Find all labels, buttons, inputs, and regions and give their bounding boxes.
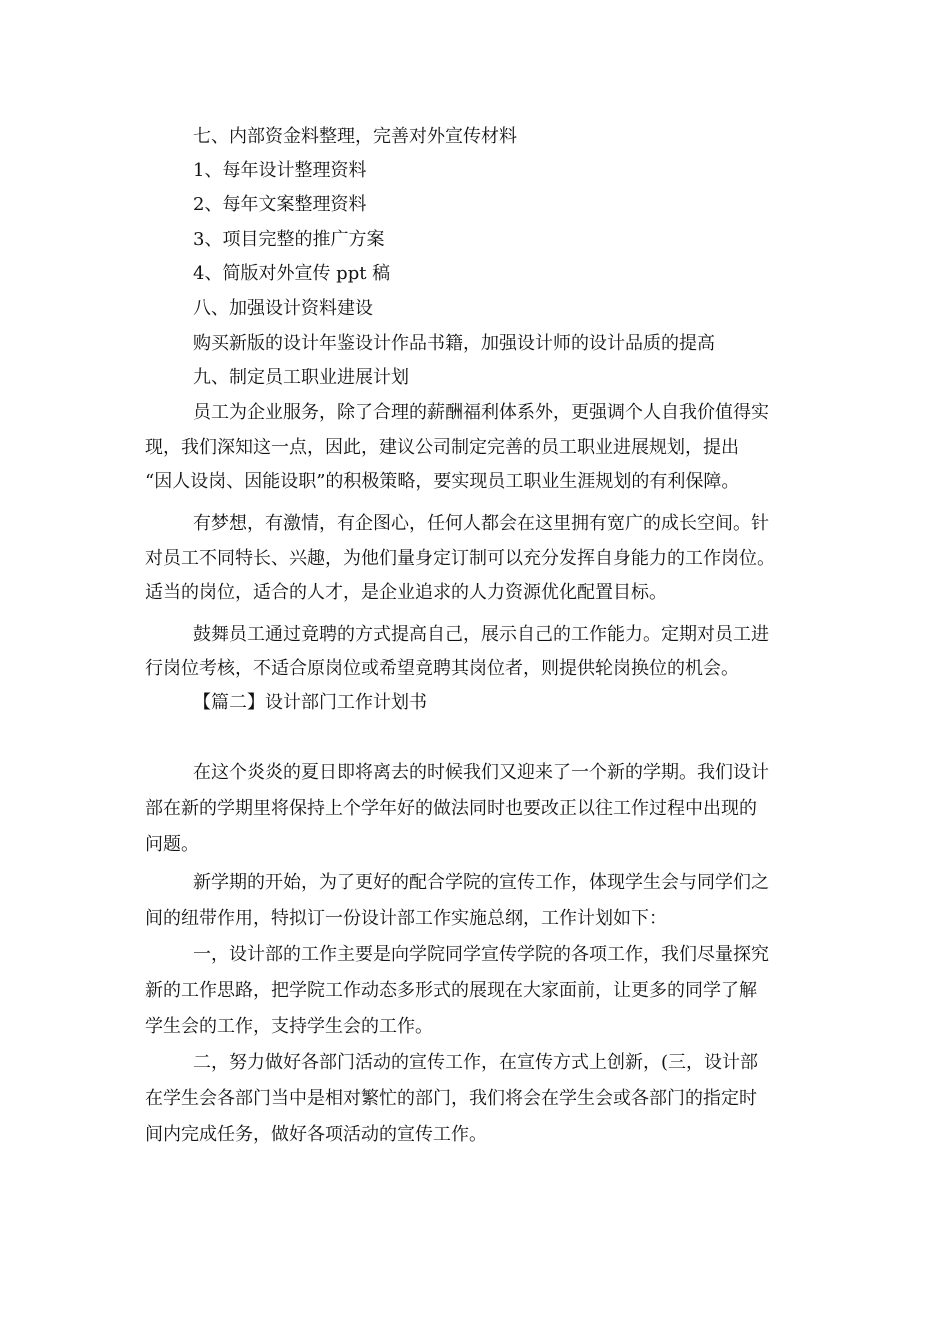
- paragraph-line: 新学期的开始，为了更好的配合学院的宣传工作，体现学生会与同学们之: [193, 872, 769, 893]
- paragraph-line: 间内完成任务，做好各项活动的宣传工作。: [145, 1124, 487, 1145]
- list-item-3: 3、项目完整的推广方案: [193, 229, 385, 250]
- paragraph-line: 员工为企业服务，除了合理的薪酬福利体系外，更强调个人自我价值得实: [193, 402, 769, 423]
- list-item-2: 2、每年文案整理资料: [193, 194, 367, 215]
- paragraph-line: 适当的岗位，适合的人才，是企业追求的人力资源优化配置目标。: [145, 582, 667, 603]
- paragraph-line: 问题。: [145, 834, 199, 855]
- paragraph-line: 现，我们深知这一点，因此，建议公司制定完善的员工职业进展规划，提出: [145, 437, 739, 458]
- paragraph-line: 有梦想，有激情，有企图心，任何人都会在这里拥有宽广的成长空间。针: [193, 513, 769, 534]
- paragraph-line: 在学生会各部门当中是相对繁忙的部门，我们将会在学生会或各部门的指定时: [145, 1088, 757, 1109]
- paragraph-line: 在这个炎炎的夏日即将离去的时候我们又迎来了一个新的学期。我们设计: [193, 762, 769, 783]
- paragraph-line: 新的工作思路，把学院工作动态多形式的展现在大家面前，让更多的同学了解: [145, 980, 757, 1001]
- paragraph-line: 行岗位考核，不适合原岗位或希望竟聘其岗位者，则提供轮岗换位的机会。: [145, 658, 739, 679]
- section-heading-7: 七、内部资金料整理，完善对外宣传材料: [193, 126, 517, 147]
- paragraph-line: 学生会的工作，支持学生会的工作。: [145, 1016, 433, 1037]
- paragraph-line: 部在新的学期里将保持上个学年好的做法同时也要改正以往工作过程中出现的: [145, 798, 757, 819]
- paragraph-line: 间的纽带作用，特拟订一份设计部工作实施总纲，工作计划如下：: [145, 908, 667, 929]
- section-title-part-two: 【篇二】设计部门工作计划书: [193, 692, 427, 713]
- paragraph-line: 购买新版的设计年鉴设计作品书籍，加强设计师的设计品质的提高: [193, 333, 715, 354]
- paragraph-line: 对员工不同特长、兴趣，为他们量身定订制可以充分发挥自身能力的工作岗位。: [145, 548, 775, 569]
- list-item-4: 4、简版对外宣传 ppt 稿: [193, 263, 391, 284]
- list-item-1: 1、每年设计整理资料: [193, 160, 367, 181]
- paragraph-line: “因人设岗、因能设职”的积极策略，要实现员工职业生涯规划的有利保障。: [145, 471, 740, 492]
- paragraph-line: 鼓舞员工通过竟聘的方式提高自己，展示自己的工作能力。定期对员工进: [193, 624, 769, 645]
- section-heading-9: 九、制定员工职业进展计划: [193, 367, 409, 388]
- paragraph-line: 一，设计部的工作主要是向学院同学宣传学院的各项工作，我们尽量探究: [193, 944, 769, 965]
- paragraph-line: 二，努力做好各部门活动的宣传工作，在宣传方式上创新，(三，设计部: [193, 1052, 759, 1073]
- section-heading-8: 八、加强设计资料建设: [193, 298, 373, 319]
